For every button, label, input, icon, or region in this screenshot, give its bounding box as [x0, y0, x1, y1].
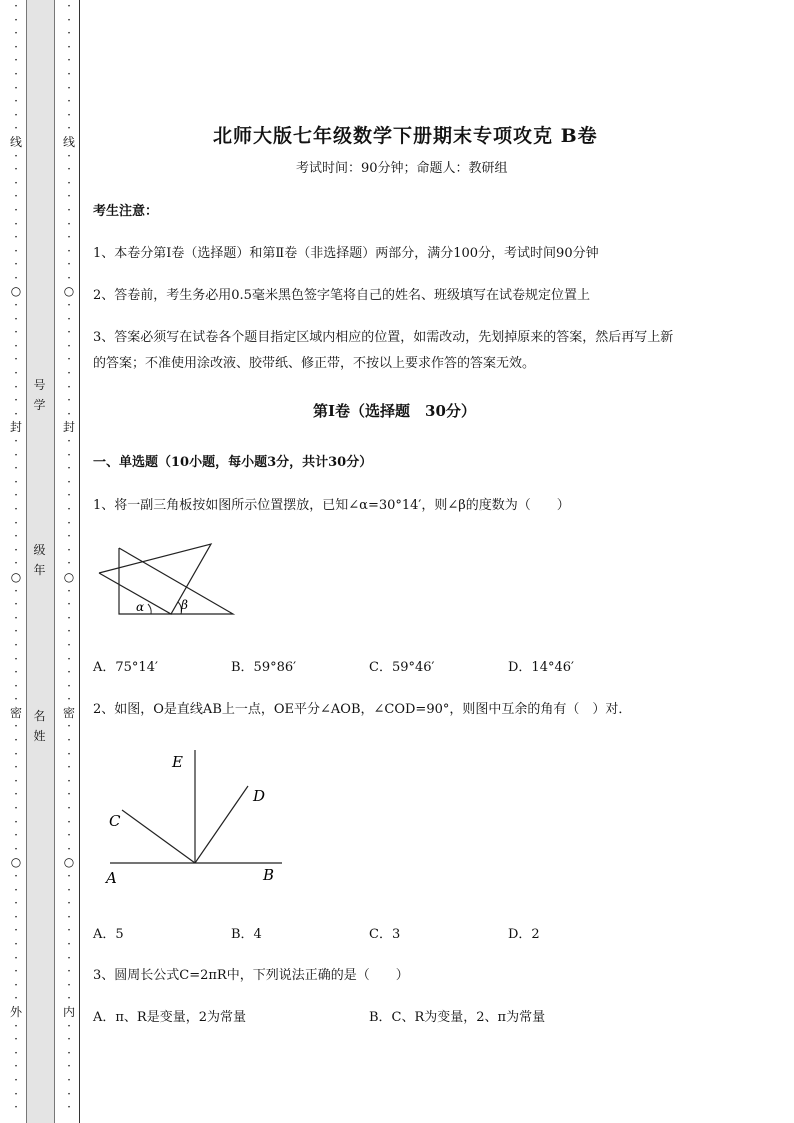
margin-dot: · — [14, 1018, 18, 1033]
margin-marker: 密 — [9, 705, 22, 720]
margin-dot: · — [14, 665, 18, 680]
margin-dot: · — [67, 406, 71, 421]
margin-dot: · — [14, 1032, 18, 1047]
q1-option-c[interactable]: C．59°46′ — [369, 660, 435, 675]
margin-dot: · — [67, 12, 71, 27]
question-1-stem: 1、将一副三角板按如图所示位置摆放，已知∠α=30°14′，则∠β的度数为（ ） — [93, 498, 570, 513]
margin-dot: · — [67, 488, 71, 503]
margin-dot: · — [67, 1086, 71, 1101]
margin-dot: · — [67, 216, 71, 231]
margin-dot: · — [67, 624, 71, 639]
margin-dot: · — [67, 366, 71, 381]
margin-dot: · — [14, 257, 18, 272]
margin-dot: · — [67, 610, 71, 625]
margin-dot: · — [14, 26, 18, 41]
margin-dot: · — [67, 733, 71, 748]
ray-oc — [122, 810, 195, 863]
margin-dot: · — [67, 556, 71, 571]
margin-dot: · — [14, 624, 18, 639]
notice-item-1: 1、本卷分第I卷（选择题）和第Ⅱ卷（非选择题）两部分，满分100分，考试时间90分钟 — [93, 246, 599, 261]
margin-dot: · — [14, 610, 18, 625]
q1-option-d[interactable]: D．14°46′ — [508, 660, 574, 675]
margin-dot: · — [14, 311, 18, 326]
margin-dot: · — [67, 515, 71, 530]
triangle-2 — [99, 544, 211, 614]
margin-dot: · — [14, 529, 18, 544]
margin-dot: · — [67, 311, 71, 326]
margin-dot: · — [67, 189, 71, 204]
margin-dot: · — [67, 379, 71, 394]
margin-dot: · — [67, 801, 71, 816]
margin-dot: · — [14, 746, 18, 761]
margin-dot: · — [14, 841, 18, 856]
alpha-arc — [148, 604, 151, 614]
margin-dot: · — [67, 991, 71, 1006]
exam-subtitle: 考试时间：90分钟；命题人：教研组 — [296, 161, 508, 176]
margin-dot: · — [67, 1032, 71, 1047]
grade-label-2: 年 — [33, 563, 46, 577]
q1-option-b[interactable]: B．59°86′ — [231, 660, 297, 675]
left-dot-column — [9, 0, 23, 1115]
name-label-1: 名 — [33, 709, 46, 723]
margin-dot: · — [67, 787, 71, 802]
margin-dot: · — [14, 338, 18, 353]
question-2-stem: 2、如图，O是直线AB上一点，OE平分∠AOB，∠COD=90°，则图中互余的角有（ ）对． — [93, 702, 632, 717]
margin-dot: · — [14, 515, 18, 530]
margin-dot: · — [67, 148, 71, 163]
margin-dot: · — [14, 461, 18, 476]
grade-label — [26, 540, 53, 580]
student-id-label-1: 号 — [33, 378, 46, 392]
margin-dot: · — [14, 121, 18, 136]
margin-dot: · — [14, 773, 18, 788]
margin-marker: ○ — [63, 855, 75, 870]
margin-dot: · — [67, 162, 71, 177]
margin-dot: · — [14, 488, 18, 503]
question-3-stem: 3、圆周长公式C=2πR中，下列说法正确的是（ ） — [93, 968, 409, 983]
margin-dot: · — [67, 909, 71, 924]
margin-dot: · — [67, 896, 71, 911]
margin-dot: · — [67, 964, 71, 979]
question-2-figure — [100, 745, 290, 890]
margin-dot: · — [14, 80, 18, 95]
margin-marker: ○ — [63, 284, 75, 299]
margin-dot: · — [14, 39, 18, 54]
margin-dot: · — [14, 950, 18, 965]
margin-marker: 线 — [62, 134, 75, 149]
margin-dot: · — [67, 678, 71, 693]
margin-dot: · — [14, 1045, 18, 1060]
margin-dot: · — [67, 53, 71, 68]
q2-option-c[interactable]: C．3 — [369, 927, 401, 942]
q2-option-d[interactable]: D．2 — [508, 927, 540, 942]
margin-dot: · — [14, 733, 18, 748]
margin-dot: · — [67, 94, 71, 109]
margin-dot: · — [14, 637, 18, 652]
margin-marker: 外 — [9, 1004, 22, 1019]
margin-dot: · — [14, 202, 18, 217]
margin-dot: · — [14, 692, 18, 707]
margin-dot: · — [67, 760, 71, 775]
margin-dot: · — [67, 882, 71, 897]
q2-option-a[interactable]: A．5 — [93, 927, 124, 942]
margin-dot: · — [67, 325, 71, 340]
margin-dot: · — [67, 298, 71, 313]
margin-dot: · — [67, 651, 71, 666]
margin-dot: · — [67, 501, 71, 516]
margin-dot: · — [67, 0, 71, 13]
margin-dot: · — [14, 542, 18, 557]
margin-dot: · — [67, 257, 71, 272]
label-b: B — [263, 866, 275, 884]
margin-dot: · — [14, 556, 18, 571]
margin-dot: · — [67, 1059, 71, 1074]
margin-marker: 封 — [9, 420, 22, 435]
margin-dot: · — [14, 379, 18, 394]
margin-dot: · — [14, 0, 18, 13]
notice-heading: 考生注意： — [93, 204, 159, 219]
margin-dot: · — [14, 936, 18, 951]
margin-dot: · — [67, 665, 71, 680]
margin-dot: · — [67, 474, 71, 489]
margin-dot: · — [14, 583, 18, 598]
right-dot-column — [62, 0, 76, 1115]
margin-marker: 内 — [62, 1004, 75, 1019]
margin-dot: · — [14, 787, 18, 802]
margin-dot: · — [67, 26, 71, 41]
margin-dot: · — [67, 175, 71, 190]
ray-od — [195, 786, 248, 863]
margin-dot: · — [14, 869, 18, 883]
binding-line — [79, 0, 80, 1123]
margin-dot: · — [67, 950, 71, 965]
margin-dot: · — [14, 53, 18, 68]
margin-dot: · — [14, 406, 18, 421]
label-beta: β — [181, 598, 188, 612]
margin-dot: · — [14, 760, 18, 775]
margin-dot: · — [14, 923, 18, 938]
margin-dot: · — [67, 828, 71, 843]
margin-dot: · — [67, 773, 71, 788]
margin-dot: · — [67, 393, 71, 408]
margin-dot: · — [14, 814, 18, 829]
margin-dot: · — [14, 964, 18, 979]
margin-dot: · — [67, 243, 71, 258]
part-title: 第I卷（选择题 30分） — [313, 402, 476, 420]
margin-dot: · — [14, 977, 18, 992]
margin-dot: · — [14, 1086, 18, 1101]
label-d: D — [253, 787, 266, 805]
student-id-label-2: 学 — [33, 398, 46, 412]
margin-dot: · — [14, 94, 18, 109]
margin-dot: · — [14, 678, 18, 693]
margin-dot: · — [67, 719, 71, 734]
name-label-2: 姓 — [33, 729, 46, 743]
margin-marker: 线 — [9, 134, 22, 149]
margin-dot: · — [14, 801, 18, 816]
question-1-figure — [95, 540, 240, 620]
margin-dot: · — [14, 1059, 18, 1074]
margin-marker: 密 — [62, 705, 75, 720]
notice-item-3-cont: 的答案；不准使用涂改液、胶带纸、修正带，不按以上要求作答的答案无效。 — [93, 356, 536, 371]
margin-dot: · — [14, 66, 18, 81]
margin-dot: · — [67, 230, 71, 245]
margin-dot: · — [14, 474, 18, 489]
margin-dot: · — [67, 814, 71, 829]
margin-marker: ○ — [63, 569, 75, 584]
notice-item-2: 2、答卷前，考生务必用0.5毫米黑色签字笔将自己的姓名、班级填写在试卷规定位置上 — [93, 288, 590, 303]
margin-dot: · — [14, 298, 18, 313]
q3-option-a[interactable]: A．π、R是变量，2为常量 — [93, 1010, 246, 1025]
margin-marker: ○ — [10, 855, 22, 870]
margin-dot: · — [14, 651, 18, 666]
margin-dot: · — [67, 80, 71, 95]
margin-dot: · — [67, 1072, 71, 1087]
label-a: A — [106, 869, 117, 887]
margin-dot: · — [67, 692, 71, 707]
name-label — [26, 706, 53, 746]
margin-dot: · — [14, 230, 18, 245]
margin-dot: · — [14, 216, 18, 231]
margin-dot: · — [14, 175, 18, 190]
margin-dot: · — [67, 746, 71, 761]
margin-dot: · — [67, 352, 71, 367]
q3-option-b[interactable]: B．C、R为变量，2、π为常量 — [369, 1010, 546, 1025]
margin-dot: · — [14, 352, 18, 367]
margin-dot: · — [67, 461, 71, 476]
margin-dot: · — [14, 1100, 18, 1115]
margin-dot: · — [67, 1045, 71, 1060]
margin-dot: · — [67, 107, 71, 122]
margin-dot: · — [67, 338, 71, 353]
label-alpha: α — [136, 600, 145, 614]
margin-dot: · — [67, 583, 71, 598]
margin-dot: · — [14, 719, 18, 734]
margin-marker: 封 — [62, 420, 75, 435]
margin-dot: · — [14, 447, 18, 462]
margin-dot: · — [14, 12, 18, 27]
student-id-label — [26, 375, 53, 415]
margin-dot: · — [14, 325, 18, 340]
label-e: E — [172, 753, 183, 771]
margin-dot: · — [67, 39, 71, 54]
margin-marker: ○ — [10, 284, 22, 299]
margin-dot: · — [67, 202, 71, 217]
margin-dot: · — [67, 869, 71, 883]
margin-dot: · — [14, 366, 18, 381]
margin-dot: · — [14, 991, 18, 1006]
margin-dot: · — [14, 189, 18, 204]
margin-dot: · — [67, 841, 71, 856]
margin-dot: · — [67, 447, 71, 462]
margin-dot: · — [14, 909, 18, 924]
margin-dot: · — [14, 270, 18, 285]
margin-dot: · — [67, 1018, 71, 1033]
label-c: C — [109, 812, 121, 830]
margin-dot: · — [14, 162, 18, 177]
margin-dot: · — [14, 148, 18, 163]
margin-dot: · — [67, 637, 71, 652]
margin-dot: · — [14, 243, 18, 258]
margin-dot: · — [67, 923, 71, 938]
section-title: 一、单选题（10小题，每小题3分，共计30分） — [93, 455, 373, 470]
margin-dot: · — [67, 1100, 71, 1115]
margin-dot: · — [14, 434, 18, 448]
margin-dot: · — [67, 66, 71, 81]
margin-dot: · — [67, 529, 71, 544]
q2-option-b[interactable]: B．4 — [231, 927, 262, 942]
margin-dot: · — [67, 121, 71, 136]
margin-dot: · — [14, 107, 18, 122]
margin-dot: · — [67, 936, 71, 951]
q1-option-a[interactable]: A．75°14′ — [93, 660, 158, 675]
margin-dot: · — [14, 597, 18, 612]
margin-dot: · — [67, 270, 71, 285]
margin-dot: · — [67, 977, 71, 992]
exam-title: 北师大版七年级数学下册期末专项攻克 B卷 — [213, 125, 598, 147]
margin-dot: · — [67, 597, 71, 612]
margin-dot: · — [14, 896, 18, 911]
margin-dot: · — [67, 434, 71, 448]
margin-dot: · — [14, 501, 18, 516]
margin-dot: · — [14, 828, 18, 843]
grade-label-1: 级 — [33, 543, 46, 557]
margin-marker: ○ — [10, 569, 22, 584]
margin-dot: · — [14, 1072, 18, 1087]
margin-dot: · — [14, 393, 18, 408]
notice-item-3: 3、答案必须写在试卷各个题目指定区域内相应的位置，如需改动，先划掉原来的答案，然后再写上新 — [93, 330, 674, 345]
margin-dot: · — [14, 882, 18, 897]
margin-dot: · — [67, 542, 71, 557]
